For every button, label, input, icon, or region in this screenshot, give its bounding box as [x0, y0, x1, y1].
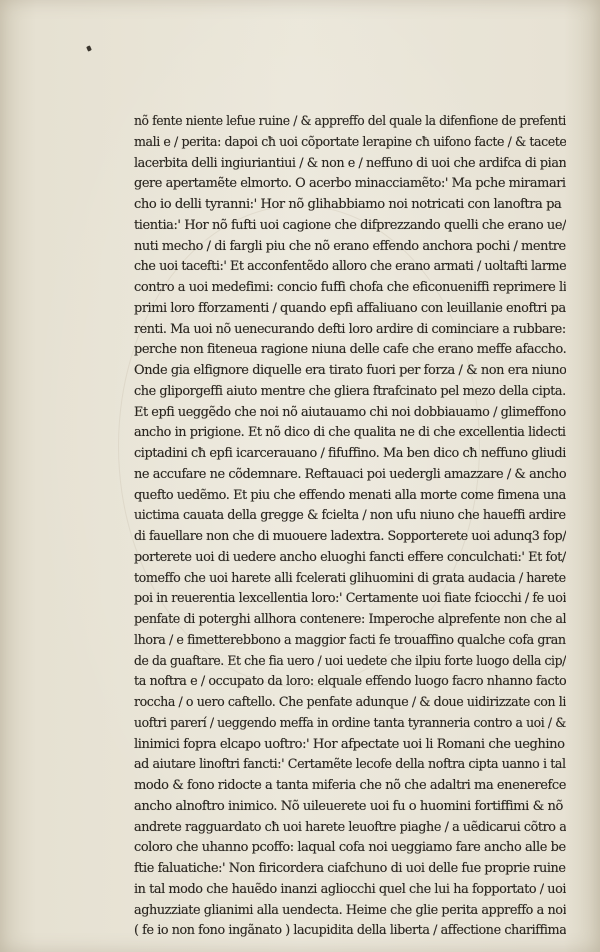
text-line: gere apertamẽte elmorto. O acerbo minacciamẽto:' Ma pche miramari	[134, 176, 566, 192]
text-line: in tal modo che hauẽdo inanzi agliocchi quel che lui ha fopportato / uoi	[134, 881, 566, 897]
text-line: porterete uoi di uedere ancho eluoghi fancti effere conculchati:' Et fot/	[134, 549, 566, 565]
text-line: andrete ragguardato cħ uoi harete leuoftre piaghe / a uẽdicarui cõtro a	[134, 819, 567, 835]
text-line: linimici fopra elcapo uoftro:' Hor afpectate uoi li Romani che ueghino	[134, 736, 565, 752]
text-line: cho io delli tyranni:' Hor nõ glihabbiamo noi notricati con lanoftra pa	[134, 197, 562, 212]
text-line: lacerbita delli ingiuriantiui / & non e / neffuno di uoi che ardifca di pian	[134, 155, 567, 171]
text-line: renti. Ma uoi nõ uenecurando defti loro ardire di cominciare a rubbare:	[134, 321, 566, 337]
text-line: uoftri parerí / ueggendo meffa in ordine tanta tyranneria contro a uoi / &	[134, 715, 566, 731]
text-line: lhora / e fimetterebbono a maggior facti fe trouaffino qualche cofa gran	[134, 632, 566, 648]
text-line: roccha / o uero caftello. Che penfate adunque / & doue uidirizzate con li	[134, 695, 566, 710]
text-line: quefto uedẽmo. Et piu che effendo menati alla morte come fimena una	[134, 487, 566, 503]
text-line: ancho alnoftro inimico. Nõ uileuerete uoi fu o huomini fortiffimi & nõ	[134, 798, 563, 814]
text-line: perche non fiteneua ragione niuna delle cafe che erano meffe afaccho.	[134, 342, 566, 358]
text-line: che gliporgeffi aiuto mentre che gliera ftrafcinato pel mezo della cipta.	[134, 383, 566, 399]
text-line: ancho in prigione. Et nõ dico di che qualita ne di che excellentia lidecti	[134, 425, 566, 441]
text-line: mali e / perita: dapoi cħ uoi cõportate lerapine cħ uifono facte / & tacete	[134, 134, 567, 150]
text-line: tientia:' Hor nõ fufti uoi cagione che difprezzando quelli che erano ue/	[134, 217, 566, 233]
text-line: ftie faluatiche:' Non firicordera ciafchuno di uoi delle fue proprie ruine	[134, 861, 566, 876]
text-line: nuti mecho / di fargli piu che nõ erano effendo anchora pochi / mentre	[134, 238, 566, 254]
text-line: contro a uoi medefimi: concio fuffi chofa che eficonueniffi reprimere li	[134, 280, 566, 295]
text-line: nõ fente niente lefue ruine / & appreffo del quale la difenfione de prefenti	[134, 114, 566, 129]
text-line: ad aiutare linoftri fancti:' Certamẽte lecofe della noftra cipta uanno i tal	[134, 757, 566, 773]
ink-mark	[86, 45, 92, 51]
text-line: aghuzziate glianimi alla uendecta. Heime che glie perita appreffo a noi	[134, 902, 566, 918]
text-line: tomeffo che uoi harete alli fcelerati glihuomini di grata audacia / harete	[134, 570, 566, 586]
text-line: ciptadini cħ epfi icarcerauano / fifuffino. Ma ben dico cħ neffuno gliudi	[134, 446, 566, 461]
text-line: de da guaftare. Et che fia uero / uoi uedete che ilpiu forte luogo della cip/	[134, 653, 566, 669]
text-line: penfate di poterghi allhora contenere: Imperoche alprefente non che al	[134, 612, 567, 627]
text-line: modo & fono ridocte a tanta miferia che nõ che adaltri ma enenerefce	[134, 778, 566, 793]
text-line: ( fe io non fono ingãnato ) lacupidita della liberta / affectione chariffima	[134, 923, 567, 939]
text-line: Onde gia elfignore diquelle era tirato fuori per forza / & non era niuno	[134, 363, 566, 378]
text-line: ta noftra e / occupato da loro: elquale effendo luogo facro nhanno facto	[134, 674, 567, 690]
text-line: di fauellare non che di muouere ladextra. Sopporterete uoi adunq3 fop/	[134, 529, 567, 544]
text-line: primi loro fforzamenti / quando epfi affaliuano con leuillanie enoftri pa	[134, 300, 566, 316]
text-line: ne accufare ne cõdemnare. Reftauaci poi uedergli amazzare / & ancho	[134, 466, 566, 482]
text-line: uictima cauata della gregge & fcielta / non ufu niuno che haueffi ardire	[134, 508, 566, 524]
text-line: coloro che uhanno pcoffo: laqual cofa noi ueggiamo fare ancho alle be	[134, 840, 566, 856]
text-line: che uoi tacefti:' Et acconfentẽdo alloro che erano armati / uoltafti larme	[134, 259, 567, 275]
text-line: Et epfi ueggẽdo che noi nõ aiutauamo chi noi dobbiauamo / glimeffono	[134, 404, 566, 420]
text-block	[134, 112, 566, 942]
text-line: poi in reuerentia lexcellentia loro:' Certamente uoi fiate fciocchi / fe uoi	[134, 591, 567, 607]
